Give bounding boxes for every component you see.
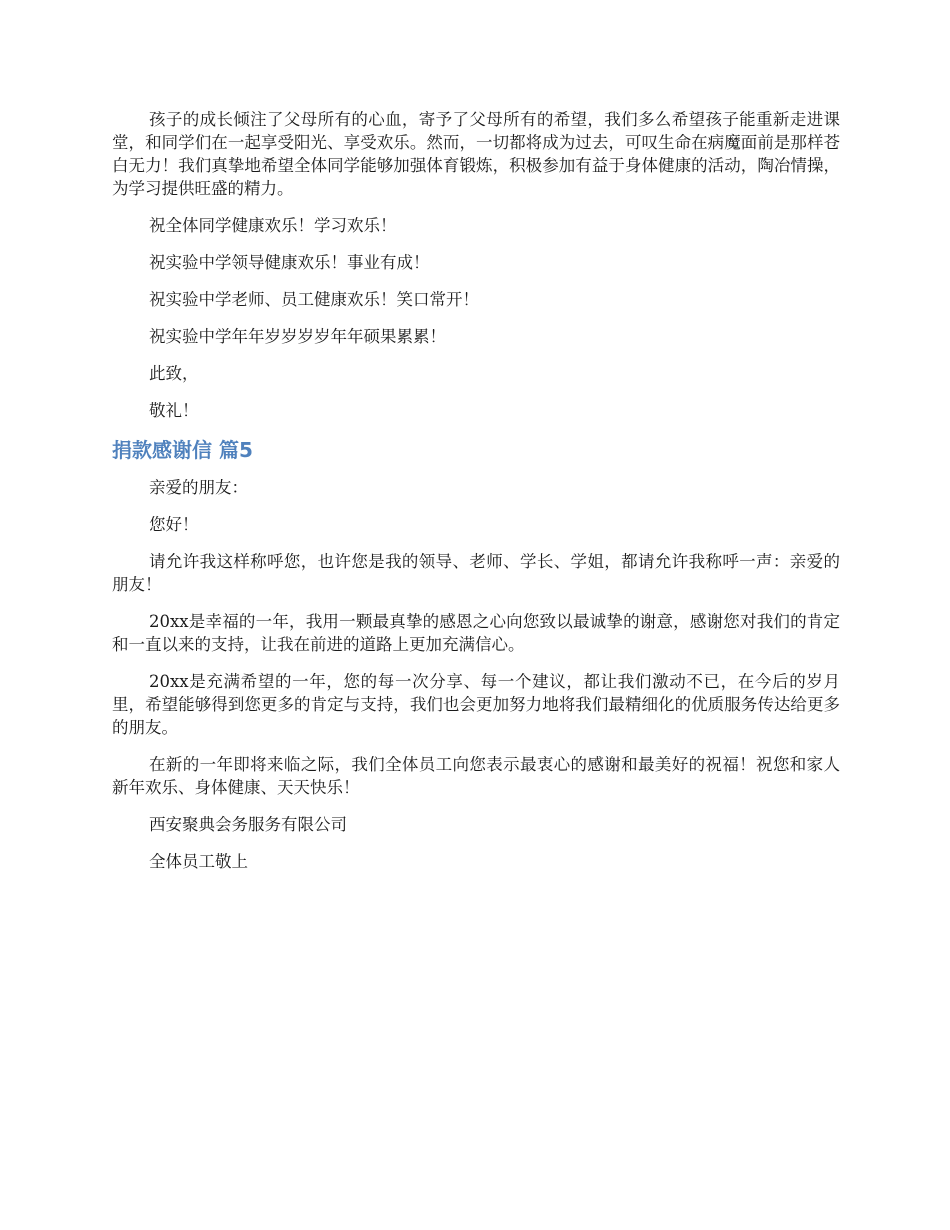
salutation: 亲爱的朋友： [149, 478, 248, 497]
closing-line: 此致， [149, 364, 199, 383]
body-paragraph: 20xx是幸福的一年，我用一颗最真挚的感恩之心向您致以最诚挚的谢意，感谢您对我们的肯定和一直以来的支持，让我在前进的道路上更加充满信心。 [112, 612, 840, 654]
closing-line: 敬礼！ [149, 401, 199, 420]
wish-line: 祝实验中学老师、员工健康欢乐！笑口常开！ [149, 290, 479, 309]
body-paragraph: 请允许我这样称呼您，也许您是我的领导、老师、学长、学姐，都请允许我称呼一声：亲爱的朋友！ [112, 552, 840, 594]
body-paragraph: 孩子的成长倾注了父母所有的心血，寄予了父母所有的希望，我们多么希望孩子能重新走进课堂，和同学们在一起享受阳光、享受欢乐。然而，一切都将成为过去，可叹生命在病魔面前是那样苍白无力！我们真挚地希望全体同学能够加强体育锻炼，积极参加有益于身体健康的活动，陶冶情操，为学习提供旺盛的精力。 [112, 110, 840, 198]
wish-line: 祝实验中学领导健康欢乐！事业有成！ [149, 253, 430, 272]
signature-company: 西安聚典会务服务有限公司 [149, 815, 347, 834]
signature-staff: 全体员工敬上 [149, 852, 248, 871]
wish-line: 祝全体同学健康欢乐！学习欢乐！ [149, 216, 397, 235]
greeting: 您好！ [149, 515, 199, 534]
body-paragraph: 在新的一年即将来临之际，我们全体员工向您表示最衷心的感谢和最美好的祝福！祝您和家人新年欢乐、身体健康、天天快乐！ [112, 755, 840, 797]
document-page [112, 108, 840, 887]
section-heading: 捐款感谢信 篇5 [112, 438, 253, 462]
wish-line: 祝实验中学年年岁岁岁岁年年硕果累累！ [149, 327, 446, 346]
body-paragraph: 20xx是充满希望的一年，您的每一次分享、每一个建议，都让我们激动不已，在今后的岁月里，希望能够得到您更多的肯定与支持，我们也会更加努力地将我们最精细化的优质服务传达给更多的朋友。 [112, 672, 840, 737]
